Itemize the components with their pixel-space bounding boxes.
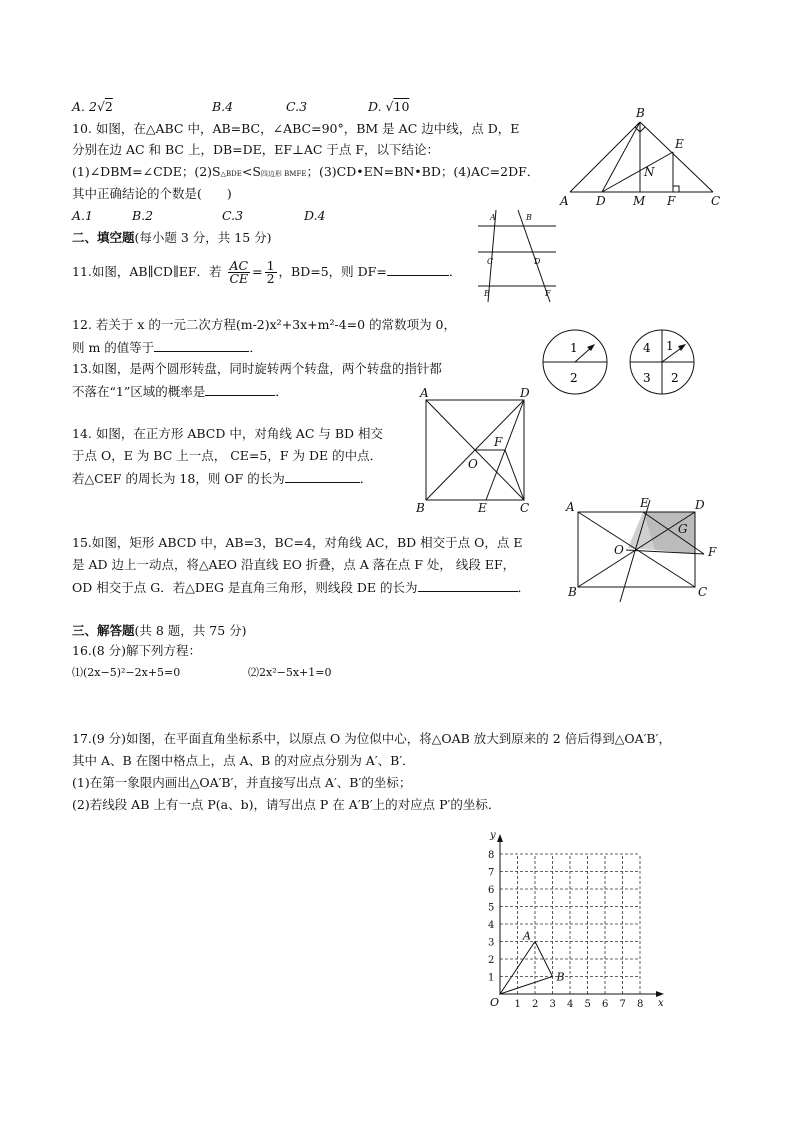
q12-line2-text: 则 m 的值等于: [72, 340, 155, 355]
q11-equals: =: [252, 264, 263, 279]
q9-option-b: B.4: [212, 99, 234, 114]
q11-parallel-lines-figure: [478, 208, 568, 304]
sqrt-sign: √: [96, 99, 105, 114]
x-tick-label: 1: [514, 999, 521, 1010]
x-tick-label: 3: [549, 999, 556, 1010]
q11-pre: 11.如图，AB∥CD∥EF．若: [72, 264, 222, 279]
label-n: N: [644, 165, 655, 179]
x-tick-label: 8: [637, 999, 644, 1010]
q14-line1: 14. 如图，在正方形 ABCD 中，对角线 AC 与 BD 相交: [72, 426, 384, 441]
q9-option-d-radicand: 10: [393, 99, 410, 114]
label-d: D: [695, 498, 705, 512]
q10-option-c: C.3: [222, 208, 244, 223]
y-tick-label: 5: [488, 902, 495, 914]
x-tick-label: 4: [567, 999, 574, 1010]
label-b: B: [416, 501, 425, 515]
label-e: E: [640, 496, 649, 510]
q10-option-a: A.1: [72, 208, 93, 223]
disk2-label-4: 4: [643, 341, 651, 355]
section2-note: (每小题 3 分，共 15 分): [134, 230, 272, 245]
q10-line3-a: (1)∠DBM=∠CDE；(2)S: [72, 164, 221, 179]
label-a: A: [490, 213, 496, 222]
y-axis-arrow: [497, 834, 503, 842]
q17-line4: (2)若线段 AB 上有一点 P(a、b)，请写出点 P 在 A′B′上的对应点 P′的坐标．: [72, 797, 501, 812]
q10-options: [72, 207, 326, 225]
q9-option-c: C.3: [286, 99, 308, 114]
section3-note: (共 8 题，共 75 分): [134, 623, 247, 638]
point-b-label: B: [556, 970, 565, 984]
disk2-label-1: 1: [666, 339, 674, 353]
q11-text: [72, 257, 461, 287]
q16-eq2: ⑵2x²−5x+1=0: [248, 666, 332, 679]
q15-rectangle-figure: [564, 496, 724, 606]
q11-frac-num: AC: [229, 258, 249, 273]
q15-end: ．: [517, 580, 531, 595]
label-e: E: [478, 501, 487, 515]
y-tick-label: 1: [488, 972, 495, 984]
q11-answer-blank[interactable]: [387, 262, 449, 276]
label-c: C: [487, 257, 494, 266]
section2-heading: [72, 229, 272, 247]
q14-answer-blank[interactable]: [285, 469, 360, 483]
q11-half-den: 2: [266, 271, 275, 286]
q17-coordinate-grid: [480, 822, 670, 1012]
q14-end: ．: [359, 471, 373, 486]
label-c: C: [698, 585, 708, 599]
y-tick-label: 4: [488, 920, 495, 931]
q16-line1: 16.(8 分)解下列方程：: [72, 643, 202, 658]
q11-half-num: 1: [266, 258, 275, 273]
section3-heading: [72, 622, 247, 640]
y-axis-label: y: [490, 830, 496, 841]
y-tick-label: 8: [488, 850, 495, 861]
label-a: A: [566, 500, 575, 514]
label-o: O: [614, 543, 624, 557]
q15-line3-text: OD 相交于点 G．若△DEG 是直角三角形，则线段 DE 的长为: [72, 580, 418, 595]
q16-eq1: ⑴(2x−5)²−2x+5=0: [72, 666, 181, 679]
q10-option-b: B.2: [132, 208, 154, 223]
x-tick-label: 2: [532, 999, 539, 1010]
q17-line3: (1)在第一象限内画出△OA′B′，并直接写出点 A′、B′的坐标；: [72, 775, 412, 790]
q10-triangle-figure: [560, 104, 725, 209]
q10-option-d: D.4: [304, 208, 326, 223]
q13-spinner-2: [628, 328, 698, 398]
q9-option-d: D.: [368, 99, 382, 114]
label-o: O: [468, 457, 478, 471]
y-tick-label: 2: [488, 955, 495, 966]
q17-line2: 其中 A、B 在图中格点上，点 A、B 的对应点分别为 A′、B′．: [72, 753, 415, 768]
q15-line3: [72, 578, 530, 597]
q15-line2: 是 AD 边上一动点，将△AEO 沿直线 EO 折叠，点 A 落在点 F 处， 线段 EF，: [72, 557, 516, 572]
q9-option-a: A. 2: [72, 99, 97, 114]
q10-line3-c: ；(3)CD•EN=BN•BD；(4)AC=2DF．: [306, 164, 540, 179]
q10-line3-sub1: △BDE: [220, 170, 242, 178]
disk1-label-2: 2: [570, 371, 578, 385]
q11-fraction-ac-ce: [228, 260, 251, 285]
section3-title: 三、解答题: [72, 623, 135, 638]
label-a: A: [560, 194, 569, 208]
q11-post: ，BD=5，则 DF=: [278, 264, 387, 279]
y-tick-label: 7: [488, 867, 495, 879]
label-f: F: [708, 545, 717, 559]
q9-option-a-radicand: 2: [104, 99, 113, 114]
triangle-oab: [500, 942, 553, 995]
origin-label: O: [490, 996, 500, 1009]
section2-title: 二、填空题: [72, 230, 135, 245]
label-c: C: [520, 501, 530, 515]
q10-line3-b: <S: [241, 164, 261, 179]
q10-line2: 分别在边 AC 和 BC 上，DB=DE，EF⊥AC 于点 F，以下结论：: [72, 142, 440, 157]
q9-options: [72, 98, 410, 116]
q10-line4: 其中正确结论的个数是( ): [72, 186, 232, 201]
label-d: D: [520, 386, 530, 400]
q11-fraction-half: [265, 260, 277, 285]
x-tick-label: 6: [602, 999, 609, 1010]
q13-line2: [72, 382, 288, 401]
q12-line2: [72, 338, 262, 357]
q11-end: ．: [448, 264, 462, 279]
label-m: M: [633, 194, 646, 208]
x-tick-label: 5: [584, 999, 591, 1010]
x-axis-arrow: [656, 991, 664, 997]
label-f: F: [545, 289, 551, 298]
q12-line1: 12. 若关于 x 的一元二次方程(m-2)x²+3x+m²-4=0 的常数项为 0，: [72, 317, 457, 332]
point-a-label: A: [523, 929, 531, 943]
q15-answer-blank[interactable]: [418, 578, 518, 592]
q11-frac-den: CE: [229, 271, 249, 286]
q10-line3-sub2: 四边形 BMFE: [260, 170, 307, 178]
sqrt-sign: √: [385, 99, 394, 114]
q14-line3: [72, 469, 372, 488]
q17-line1: 17.(9 分)如图，在平面直角坐标系中，以原点 O 为位似中心，将△OAB 放大到原来的 2 倍后得到△OA′B′，: [72, 731, 671, 746]
q13-answer-blank[interactable]: [205, 382, 275, 396]
label-a: A: [420, 386, 429, 400]
q14-line2: 于点 O，E 为 BC 上一点， CE=5，F 为 DE 的中点．: [72, 448, 383, 463]
q15-line1: 15.如图，矩形 ABCD 中，AB=3，BC=4，对角线 AC，BD 相交于点 O，点 E: [72, 535, 523, 550]
label-d: D: [534, 257, 541, 266]
disk1-label-1: 1: [570, 341, 578, 355]
q10-line1: 10. 如图，在△ABC 中，AB=BC，∠ABC=90°，BM 是 AC 边中线，点 D，E: [72, 121, 520, 136]
label-f: F: [667, 194, 676, 208]
x-axis-label: x: [658, 998, 664, 1009]
label-e: E: [484, 289, 490, 298]
q14-square-figure: [416, 388, 541, 516]
disk2-label-3: 3: [643, 371, 651, 385]
label-f: F: [494, 435, 503, 449]
y-tick-label: 6: [488, 885, 495, 896]
disk2-label-2: 2: [671, 371, 679, 385]
q12-answer-blank[interactable]: [154, 338, 249, 352]
label-b: B: [526, 213, 532, 222]
label-g: G: [678, 522, 688, 536]
q13-end: ．: [275, 384, 288, 399]
x-tick-label: 7: [619, 999, 626, 1010]
label-d: D: [596, 194, 606, 208]
q13-line1: 13.如图，是两个圆形转盘，同时旋转两个转盘，两个转盘的指针都: [72, 361, 442, 376]
q13-spinner-1: [541, 328, 611, 398]
y-tick-label: 3: [488, 937, 495, 949]
q12-end: ．: [249, 340, 262, 355]
q10-line3: [72, 163, 539, 183]
q13-line2-text: 不落在“1”区域的概率是: [72, 384, 206, 399]
label-b: B: [636, 106, 645, 120]
q14-line3-text: 若△CEF 的周长为 18，则 OF 的长为: [72, 471, 285, 486]
label-e: E: [675, 137, 684, 151]
label-b: B: [568, 585, 577, 599]
label-c: C: [711, 194, 721, 208]
